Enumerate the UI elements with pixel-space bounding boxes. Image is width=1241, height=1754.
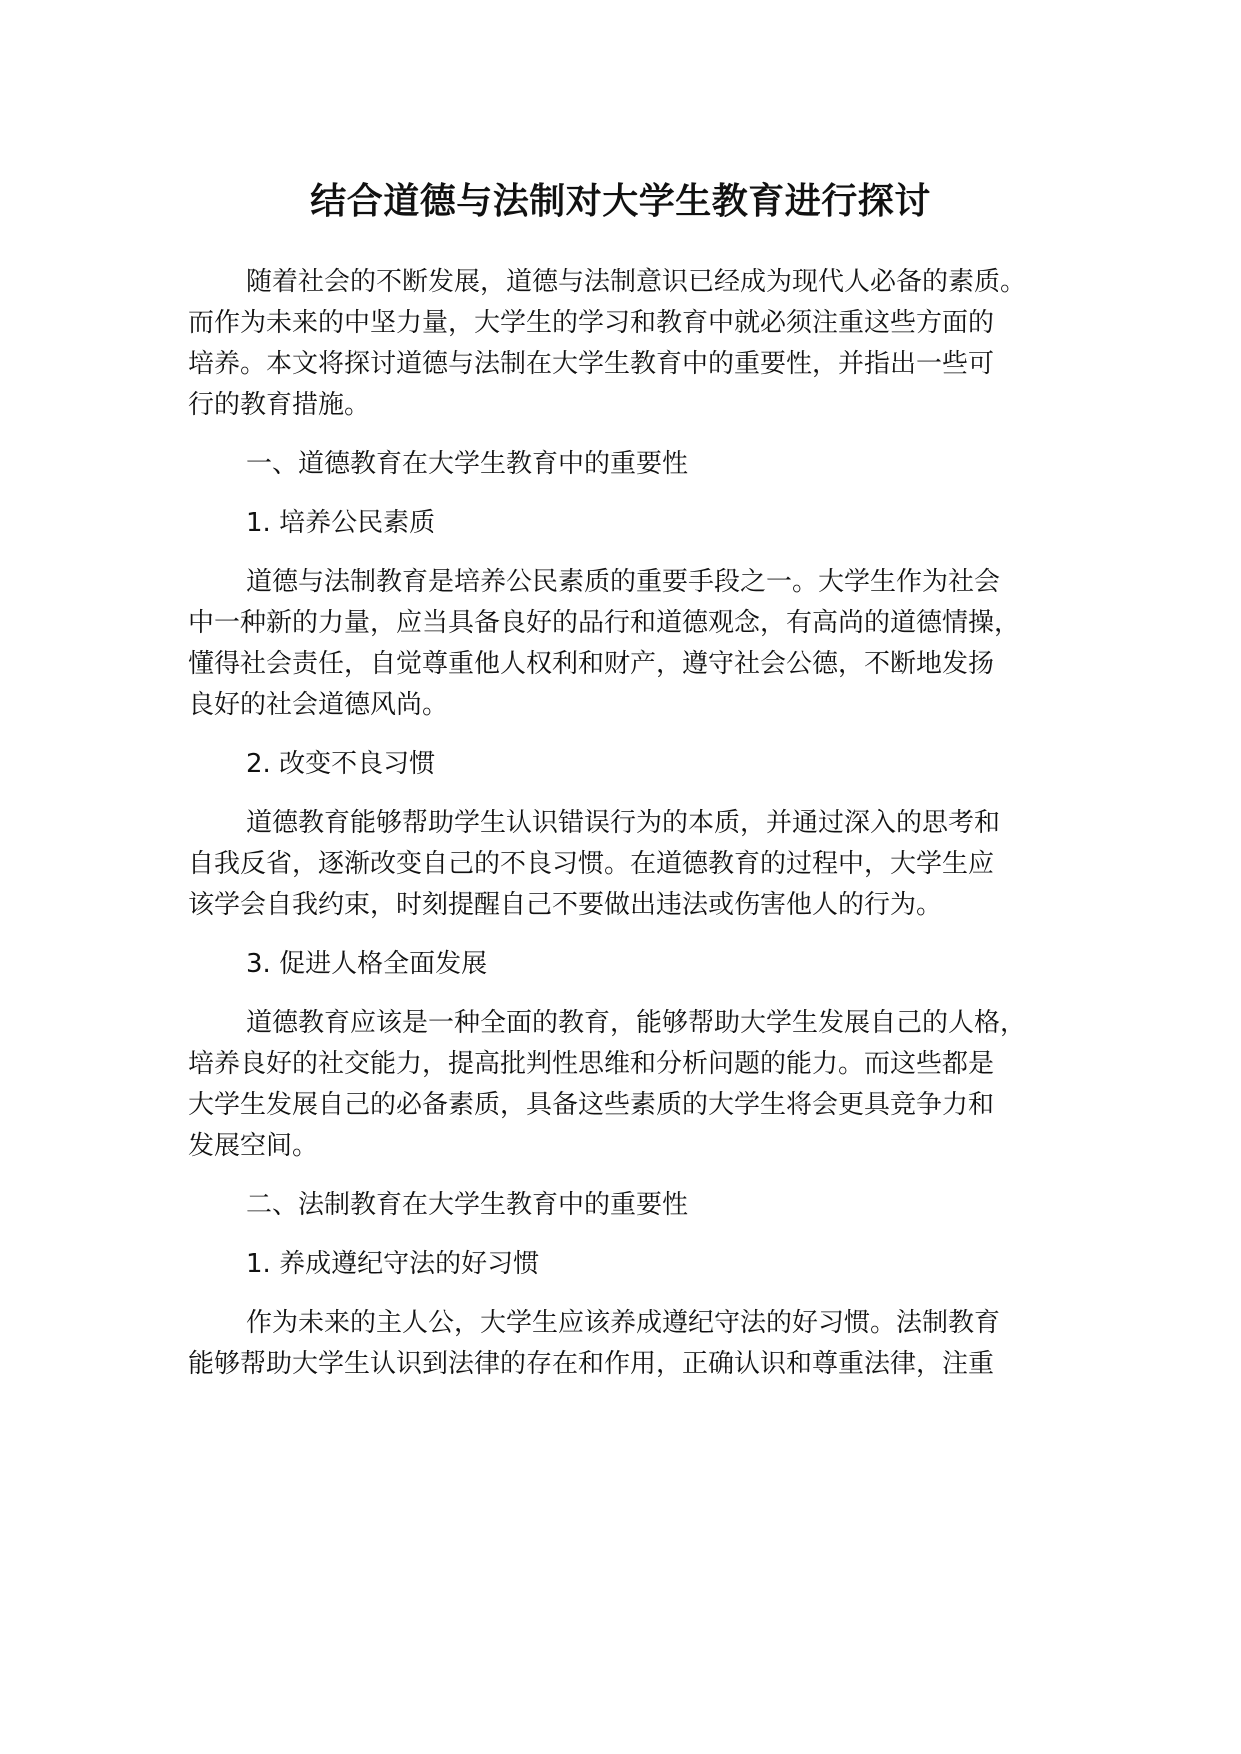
subsection-heading: 1. 养成遵纪守法的好习惯	[246, 1249, 540, 1279]
section-heading: 二、法制教育在大学生教育中的重要性	[246, 1190, 689, 1220]
subsection-heading: 1. 培养公民素质	[246, 508, 436, 538]
paragraph-line: 大学生发展自己的必备素质，具备这些素质的大学生将会更具竞争力和	[188, 1090, 995, 1120]
paragraph-line: 道德教育能够帮助学生认识错误行为的本质，并通过深入的思考和	[246, 808, 1001, 838]
paragraph-line: 作为未来的主人公，大学生应该养成遵纪守法的好习惯。法制教育	[246, 1308, 1001, 1338]
paragraph-line: 中一种新的力量，应当具备良好的品行和道德观念，有高尚的道德情操，	[188, 608, 1021, 638]
paragraph-line: 良好的社会道德风尚。	[188, 690, 449, 720]
intro-line: 培养。本文将探讨道德与法制在大学生教育中的重要性，并指出一些可	[188, 349, 995, 379]
subsection-heading: 2. 改变不良习惯	[246, 749, 436, 779]
paragraph-line: 培养良好的社交能力，提高批判性思维和分析问题的能力。而这些都是	[188, 1049, 995, 1079]
paragraph-line: 自我反省，逐渐改变自己的不良习惯。在道德教育的过程中，大学生应	[188, 849, 995, 879]
document-title: 结合道德与法制对大学生教育进行探讨	[310, 181, 931, 222]
intro-line: 而作为未来的中坚力量，大学生的学习和教育中就必须注重这些方面的	[188, 308, 995, 338]
paragraph-line: 发展空间。	[188, 1131, 319, 1161]
paragraph-line: 道德与法制教育是培养公民素质的重要手段之一。大学生作为社会	[246, 567, 1001, 597]
intro-line: 行的教育措施。	[188, 390, 371, 420]
section-heading: 一、道德教育在大学生教育中的重要性	[246, 449, 689, 479]
paragraph-line: 道德教育应该是一种全面的教育，能够帮助大学生发展自己的人格，	[246, 1008, 1027, 1038]
paragraph-line: 该学会自我约束，时刻提醒自己不要做出违法或伤害他人的行为。	[188, 890, 943, 920]
subsection-heading: 3. 促进人格全面发展	[246, 949, 488, 979]
paragraph-line: 懂得社会责任，自觉尊重他人权利和财产，遵守社会公德，不断地发扬	[188, 649, 995, 679]
paragraph-line: 能够帮助大学生认识到法律的存在和作用，正确认识和尊重法律，注重	[188, 1349, 995, 1379]
intro-line: 随着社会的不断发展，道德与法制意识已经成为现代人必备的素质。	[246, 267, 1027, 297]
